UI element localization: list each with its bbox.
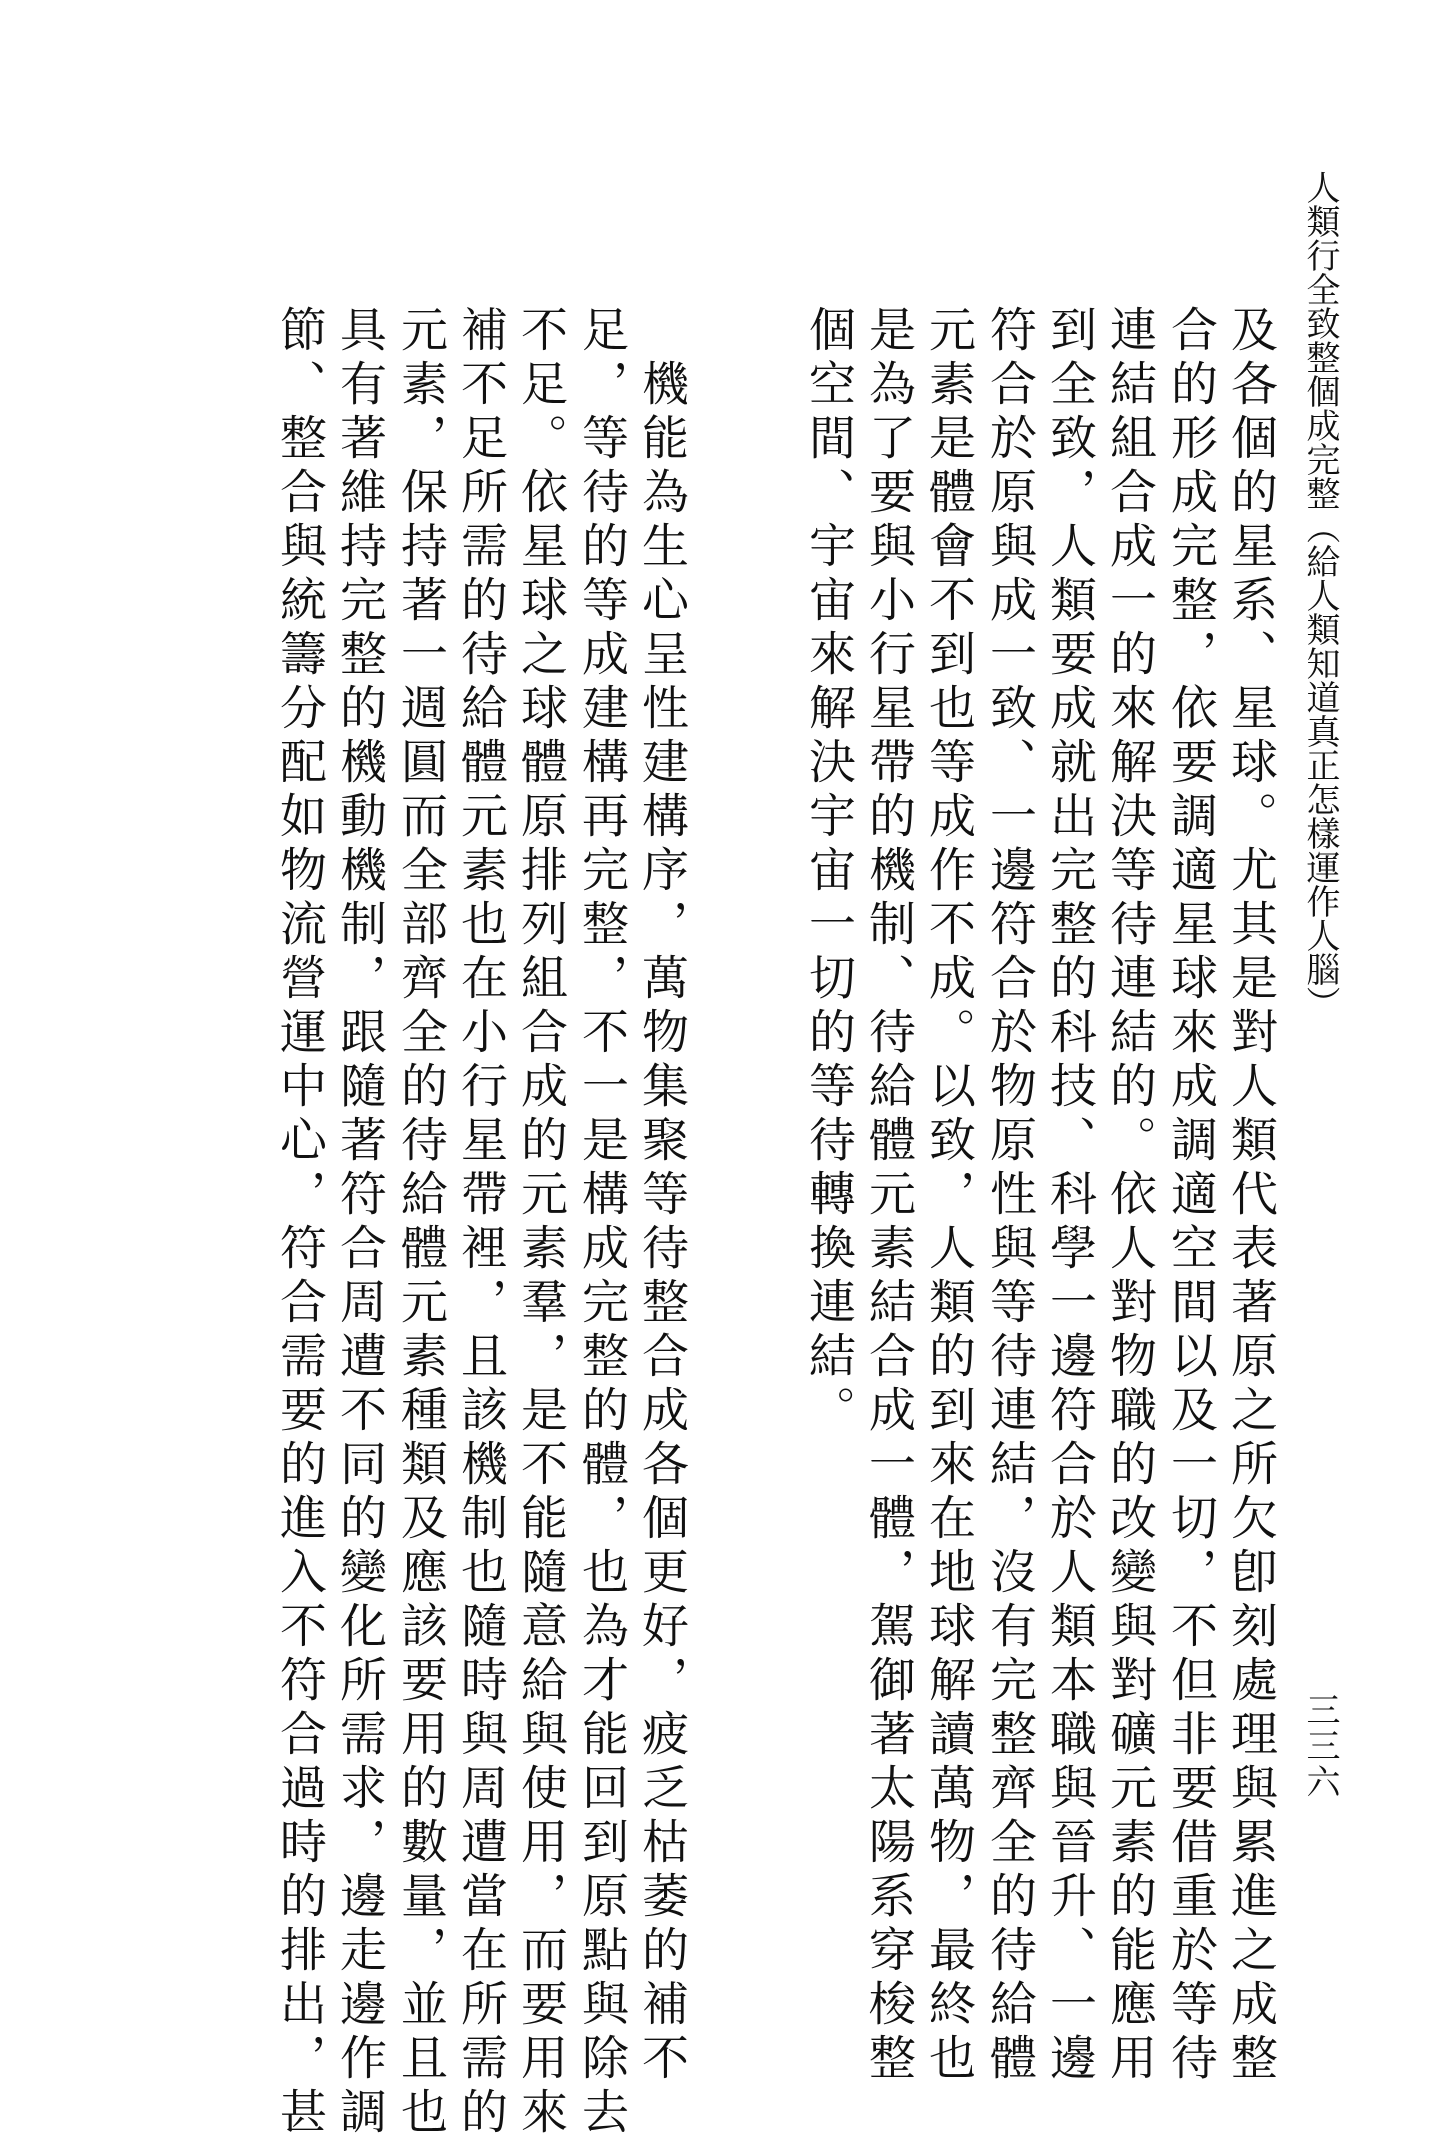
text-column: 機能為生心呈性建構序，萬物集聚等待整合成各個更好，疲乏枯萎的補不	[634, 305, 689, 2087]
text-column: 具有著維持完整的機動機制，跟隨著符合周遭不同的變化所需求，邊走邊作調	[332, 305, 387, 2141]
text-column: 符合於原與成一致、一邊符合於物原性與等待連結，沒有完整齊全的待給體	[982, 305, 1037, 2087]
running-title: 人類行全致整個成完整（給人類知道真正怎樣運作人腦）	[1300, 170, 1340, 1020]
text-column: 是為了要與小行星帶的機制、待給體元素結合成一體，駕御著太陽系穿梭整	[861, 305, 916, 2087]
text-column: 個空間、宇宙來解決宇宙一切的等待轉換連結。	[801, 305, 856, 1439]
text-column: 連結組合成一的來解決等待連結的。依人對物職的改變與對礦元素的能應用	[1102, 305, 1157, 2087]
text-column: 不足。依星球之球體原排列組合成的元素羣，是不能隨意給與使用，而要用來	[513, 305, 568, 2141]
text-column: 節、整合與統籌分配如物流營運中心，符合需要的進入不符合過時的排出，甚	[272, 305, 327, 2141]
text-column: 元素是體會不到也等成作不成。以致，人類的到來在地球解讀萬物，最終也	[921, 305, 976, 2087]
text-column: 合的形成完整，依要調適星球來成調適空間以及一切，不但非要借重於等待	[1163, 305, 1218, 2087]
text-column: 及各個的星系、星球。尤其是對人類代表著原之所欠卽刻處理與累進之成整	[1223, 305, 1278, 2087]
text-column: 補不足所需的待給體元素也在小行星帶裡，且該機制也隨時與周遭當在所需的	[453, 305, 508, 2141]
page-number: 三三六	[1300, 1692, 1340, 1800]
text-column: 足，等待的等成建構再完整，不一是構成完整的體，也為才能回到原點與除去	[574, 305, 629, 2141]
text-column: 元素，保持著一週圓而全部齊全的待給體元素種類及應該要用的數量，並且也	[393, 305, 448, 2141]
text-column: 到全致，人類要成就出完整的科技、科學一邊符合於人類本職與晉升、一邊	[1042, 305, 1097, 2087]
